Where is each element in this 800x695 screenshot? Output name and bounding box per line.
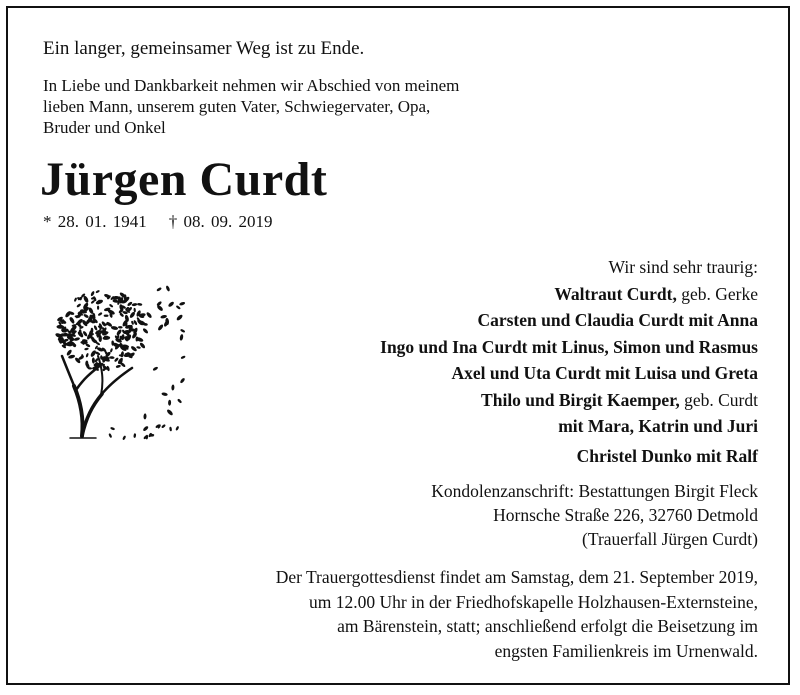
leaf-shape (142, 425, 149, 432)
leaf-shape (133, 308, 136, 313)
birth-date: * 28. 01. 1941 (43, 212, 147, 231)
leaf-shape (171, 384, 174, 390)
leaf-shape (179, 334, 183, 341)
windblown-tree-icon (44, 268, 186, 444)
leaf-shape (179, 301, 186, 306)
leaf-shape (109, 303, 114, 307)
leaf-shape (104, 315, 109, 317)
leaf-shape (92, 357, 95, 363)
leaf-shape (137, 303, 143, 306)
death-date: † 08. 09. 2019 (168, 212, 273, 231)
leaf-shape (179, 377, 185, 384)
service-line: um 12.00 Uhr in der Friedhofskapelle Holzhausen-Externsteine, (308, 591, 758, 612)
mourner-line: Axel und Uta Curdt mit Luisa und Greta (451, 363, 758, 383)
lead-line: Bruder und Onkel (43, 118, 166, 137)
leaf-shape (142, 328, 149, 335)
leaf-shape (76, 303, 81, 308)
leaf-shape (74, 297, 78, 302)
leaf-shape (56, 325, 64, 329)
mourners-list (380, 254, 758, 469)
leaf-shape (161, 424, 166, 429)
leaf-shape (93, 325, 98, 331)
mourner-line: Waltraut Curdt, geb. Gerke (554, 283, 758, 304)
leaf-shape (85, 353, 89, 358)
leaf-shape (130, 345, 137, 352)
leaf-shape (180, 355, 185, 359)
address-line: Hornsche Straße 226, 32760 Detmold (493, 505, 758, 525)
mourner-line: Thilo und Birgit Kaemper, geb. Curdt (481, 389, 758, 410)
mourners-heading: Wir sind sehr traurig: (608, 257, 758, 277)
lead-line: In Liebe und Dankbarkeit nehmen wir Abschied von meinem (43, 76, 460, 95)
leaf-shape (165, 285, 170, 292)
leaf-shape (127, 301, 133, 307)
leaf-shape (180, 329, 186, 333)
leaf-shape (136, 346, 141, 349)
leaf-shape (133, 433, 136, 438)
mourner-line: Carsten und Claudia Curdt mit Anna (477, 310, 758, 330)
intro-text: Ein langer, gemeinsamer Weg ist zu Ende. (43, 38, 365, 59)
leaf-shape (175, 426, 179, 431)
leaf-shape (176, 314, 184, 322)
life-dates (43, 212, 273, 232)
leaf-shape (177, 398, 182, 403)
leaf-shape (161, 392, 168, 396)
leaf-shape (168, 400, 171, 406)
leaf-shape (98, 312, 103, 317)
leaf-shape (98, 335, 102, 342)
leaf-shape (146, 311, 153, 318)
leaf-shape (116, 364, 122, 368)
leaf-shape (108, 433, 112, 438)
leaf-shape (166, 409, 174, 417)
mourner-line: Ingo und Ina Curdt mit Linus, Simon und Rasmus (380, 336, 758, 357)
leaf-shape (110, 348, 113, 353)
address-line: (Trauerfall Jürgen Curdt) (582, 529, 758, 549)
deceased-name: Jürgen Curdt (40, 153, 328, 206)
leaf-shape (152, 366, 158, 371)
leaf-shape (157, 324, 164, 332)
condolence-address (431, 479, 758, 551)
service-line: engsten Familienkreis im Urnenwald. (494, 640, 758, 661)
leaf-shape (118, 326, 123, 329)
leaf-shape (169, 427, 172, 432)
leaf-shape (167, 301, 174, 308)
leaf-shape (95, 290, 100, 294)
leaf-shape (143, 413, 146, 419)
leaf-shape (83, 313, 89, 318)
leaf-shape (176, 305, 181, 310)
lead-line: lieben Mann, unserem guten Vater, Schwiegervater, Opa, (43, 97, 431, 116)
leaf-shape (90, 291, 95, 297)
service-info (276, 565, 758, 663)
service-line: Der Trauergottesdienst findet am Samstag, dem 21. September 2019, (275, 567, 758, 587)
mourner-line: mit Mara, Katrin und Juri (558, 416, 758, 436)
leaf-shape (97, 306, 99, 310)
leaf-shape (131, 303, 137, 307)
leaf-shape (110, 427, 115, 431)
lead-text (43, 75, 459, 138)
leaf-shape (109, 356, 115, 359)
service-line: am Bärenstein, statt; anschließend erfolgt die Beisetzung im (337, 616, 758, 636)
address-line: Kondolenzanschrift: Bestattungen Birgit Fleck (431, 481, 758, 501)
leaf-shape (84, 347, 89, 350)
leaf-shape (133, 320, 138, 326)
leaf-shape (156, 287, 162, 292)
mourner-line: Christel Dunko mit Ralf (576, 445, 758, 466)
leaf-shape (73, 337, 80, 342)
leaf-shape (116, 329, 123, 336)
leaf-shape (122, 435, 126, 440)
